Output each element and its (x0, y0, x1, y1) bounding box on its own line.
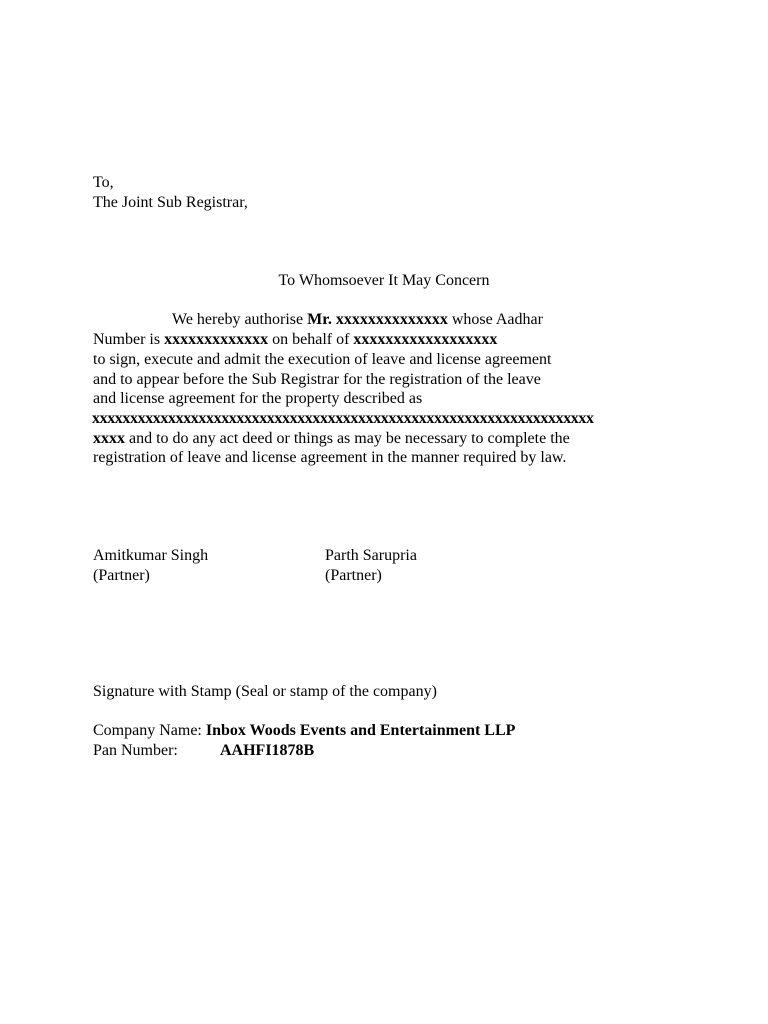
body-text: whose Aadhar (447, 311, 543, 328)
property-description: xxxxxxxxxxxxxxxxxxxxxxxxxxxxxxxxxxxxxxxxxxxxxxxxxxxxxxxxxxxxxxxxxx (92, 410, 594, 427)
stamp-label: Signature with Stamp (Seal or stamp of the company) (93, 683, 437, 700)
body-line-4: and to appear before the Sub Registrar for the registration of the leave (93, 371, 541, 388)
aadhar-number: xxxxxxxxxxxxx (164, 331, 269, 348)
property-description-tail: xxxx (93, 430, 125, 447)
body-text: Number is (93, 331, 165, 348)
signatory-role: (Partner) (93, 567, 150, 584)
body-line-3: to sign, execute and admit the execution of leave and license agreement (93, 351, 552, 368)
body-line-1 (172, 310, 543, 330)
pan-label: Pan Number: (93, 742, 178, 759)
body-text: We hereby authorise (172, 311, 308, 328)
signatory-name: Amitkumar Singh (93, 547, 209, 564)
pan-value: AAHFI1878B (220, 742, 315, 759)
body-line-8: registration of leave and license agreement in the manner required by law. (93, 449, 567, 466)
body-text: and to do any act deed or things as may be necessary to complete the (125, 430, 570, 447)
company-name-label: Company Name: (93, 722, 206, 739)
body-line-5: and license agreement for the property described as (93, 390, 423, 407)
body-text: on behalf of (268, 331, 354, 348)
address-recipient: The Joint Sub Registrar, (93, 194, 248, 211)
signatory-name: Parth Sarupria (325, 547, 417, 564)
company-name-row (93, 721, 515, 741)
authorised-person-name: Mr. xxxxxxxxxxxxxx (307, 311, 448, 328)
behalf-of-name: xxxxxxxxxxxxxxxxxx (353, 331, 498, 348)
letter-subject: To Whomsoever It May Concern (278, 272, 490, 289)
signatory-role: (Partner) (325, 567, 382, 584)
body-line-7 (93, 429, 570, 449)
company-name-value: Inbox Woods Events and Entertainment LLP (205, 722, 516, 739)
body-line-2 (93, 330, 497, 350)
address-to: To, (93, 174, 114, 191)
